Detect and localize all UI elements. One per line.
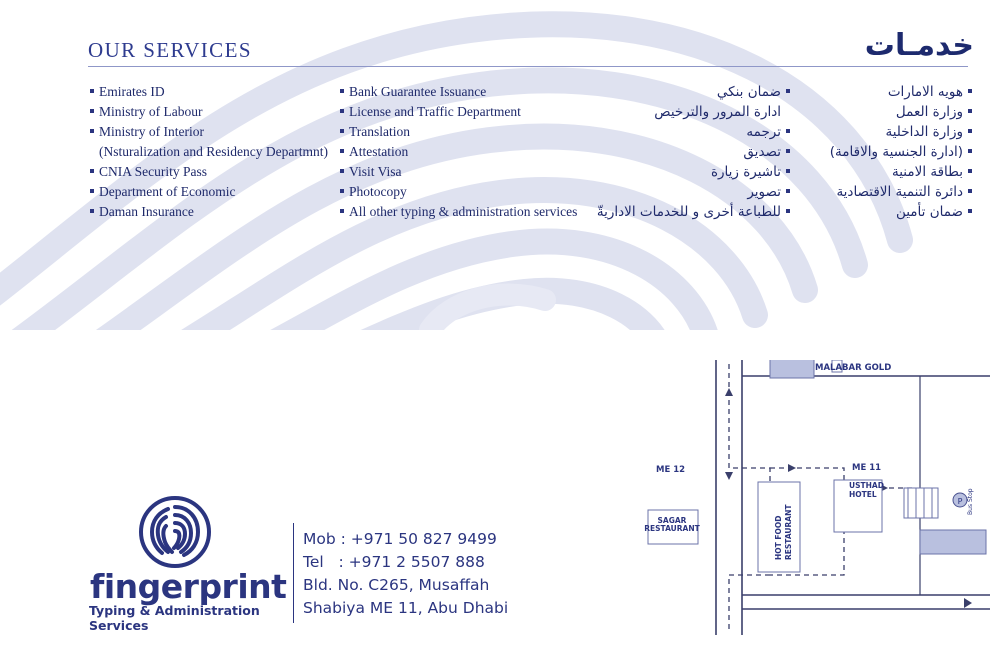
service-item-label: Daman Insurance <box>99 204 194 219</box>
service-item <box>340 182 600 202</box>
svg-text:Bus Stop: Bus Stop <box>967 488 974 515</box>
service-item-label: Ministry of Interior <box>99 124 204 139</box>
service-item-label: ضمان بنكي <box>716 84 781 100</box>
service-item-label: Photocopy <box>349 184 407 199</box>
bullet-icon <box>90 169 94 173</box>
bullet-icon <box>90 89 94 93</box>
service-item <box>802 102 972 122</box>
contact-divider <box>293 523 294 623</box>
service-item-label: تصديق <box>743 144 781 160</box>
services-column-en-1 <box>90 82 340 222</box>
service-item-label: هويه الامارات <box>887 84 963 100</box>
svg-text:P: P <box>957 497 963 506</box>
service-item <box>90 82 340 102</box>
bullet-icon <box>340 149 344 153</box>
bullet-icon <box>340 129 344 133</box>
service-item-label: تاشيرة زيارة <box>710 164 781 180</box>
service-item-label: Visit Visa <box>349 164 402 179</box>
service-item <box>600 142 790 162</box>
svg-text:HOT FOOD: HOT FOOD <box>774 515 783 560</box>
bullet-icon <box>340 89 344 93</box>
service-item <box>340 122 600 142</box>
service-item <box>90 102 340 122</box>
logo-tagline: Typing & Administration Services <box>89 603 260 633</box>
service-item-label: Attestation <box>349 144 409 159</box>
bullet-icon <box>90 189 94 193</box>
header-divider <box>88 66 968 67</box>
service-item-label: وزارة الداخلية <box>885 124 963 140</box>
company-logo <box>42 495 297 633</box>
service-item <box>600 182 790 202</box>
bullet-icon <box>968 89 972 93</box>
bullet-icon <box>786 189 790 193</box>
service-item <box>340 102 600 122</box>
service-item-label: ترجمه <box>746 124 781 140</box>
svg-text:RESTAURANT: RESTAURANT <box>644 524 700 533</box>
service-item <box>340 162 600 182</box>
service-item-label: ضمان تأمين <box>895 204 963 220</box>
bullet-icon <box>90 129 94 133</box>
services-column-ar-2 <box>596 82 790 222</box>
svg-text:ME 11: ME 11 <box>852 463 882 473</box>
contact-line: Shabiya ME 11, Abu Dhabi <box>303 599 509 617</box>
bullet-icon <box>90 109 94 113</box>
service-item-label: ادارة المرور والترخيص <box>654 104 781 120</box>
svg-text:SAGAR: SAGAR <box>657 516 687 525</box>
service-item <box>340 82 600 102</box>
contact-line: Tel : +971 2 5507 888 <box>303 553 485 571</box>
bullet-icon <box>340 109 344 113</box>
bullet-icon <box>786 169 790 173</box>
service-item <box>600 102 790 122</box>
service-item <box>90 162 340 182</box>
bullet-icon <box>968 149 972 153</box>
bullet-icon <box>968 109 972 113</box>
svg-text:ME 12: ME 12 <box>656 465 686 475</box>
svg-text:HOTEL: HOTEL <box>849 490 877 499</box>
services-column-en-2 <box>340 82 600 222</box>
bullet-icon <box>340 209 344 213</box>
page-title-en: OUR SERVICES <box>88 38 252 62</box>
service-item <box>802 142 972 162</box>
service-item-label: للطباعة أخرى و للخدمات الاداريةّ <box>596 204 781 220</box>
page-title-ar: خدمـات <box>864 28 974 63</box>
bullet-icon <box>968 169 972 173</box>
service-item <box>802 122 972 142</box>
service-item-label: CNIA Security Pass <box>99 164 207 179</box>
services-column-ar-1 <box>802 82 972 222</box>
svg-text:MALABAR GOLD: MALABAR GOLD <box>815 363 892 373</box>
contact-block <box>303 528 508 620</box>
service-item-label: Bank Guarantee Issuance <box>349 84 487 99</box>
service-item-label: License and Traffic Department <box>349 104 521 119</box>
service-item <box>600 82 790 102</box>
service-item-label: دائرة التنمية الاقتصادية <box>836 184 963 200</box>
fingerprint-logo-icon <box>138 495 212 574</box>
bullet-icon <box>968 129 972 133</box>
svg-text:RESTAURANT: RESTAURANT <box>784 504 793 560</box>
bullet-icon <box>786 149 790 153</box>
bullet-icon <box>786 89 790 93</box>
service-item-label: Translation <box>349 124 411 139</box>
bullet-icon <box>340 169 344 173</box>
location-map <box>620 360 990 635</box>
bullet-icon <box>786 129 790 133</box>
bullet-icon <box>968 209 972 213</box>
service-item <box>600 162 790 182</box>
contact-line: Bld. No. C265, Musaffah <box>303 576 490 594</box>
service-item-label: All other typing & administration services <box>349 204 578 219</box>
service-item-label: Ministry of Labour <box>99 104 203 119</box>
service-item <box>90 122 340 142</box>
service-item-label: (ادارة الجنسية والاقامة) <box>829 144 963 160</box>
logo-wordmark: fingerprint <box>90 567 287 606</box>
service-item-label: Department of Economic <box>99 184 236 199</box>
bullet-icon <box>786 209 790 213</box>
service-item <box>596 202 790 222</box>
svg-text:USTHAD: USTHAD <box>849 481 884 490</box>
service-item <box>802 162 972 182</box>
service-item <box>802 182 972 202</box>
bullet-icon <box>340 189 344 193</box>
bullet-icon <box>968 189 972 193</box>
service-item <box>340 142 600 162</box>
service-item-label: تصوير <box>747 184 781 200</box>
contact-line: Mob : +971 50 827 9499 <box>303 530 497 548</box>
service-item <box>90 142 340 162</box>
service-item-label: وزارة العمل <box>895 104 963 120</box>
service-item <box>90 182 340 202</box>
bullet-icon <box>90 209 94 213</box>
service-item <box>600 122 790 142</box>
service-item-label: (Nsturalization and Residency Departmnt) <box>99 144 329 159</box>
service-item-label: بطاقة الامنية <box>892 164 963 180</box>
service-item <box>802 82 972 102</box>
service-item <box>90 202 340 222</box>
service-item <box>340 202 600 222</box>
service-item-label: Emirates ID <box>99 84 165 99</box>
service-item <box>802 202 972 222</box>
